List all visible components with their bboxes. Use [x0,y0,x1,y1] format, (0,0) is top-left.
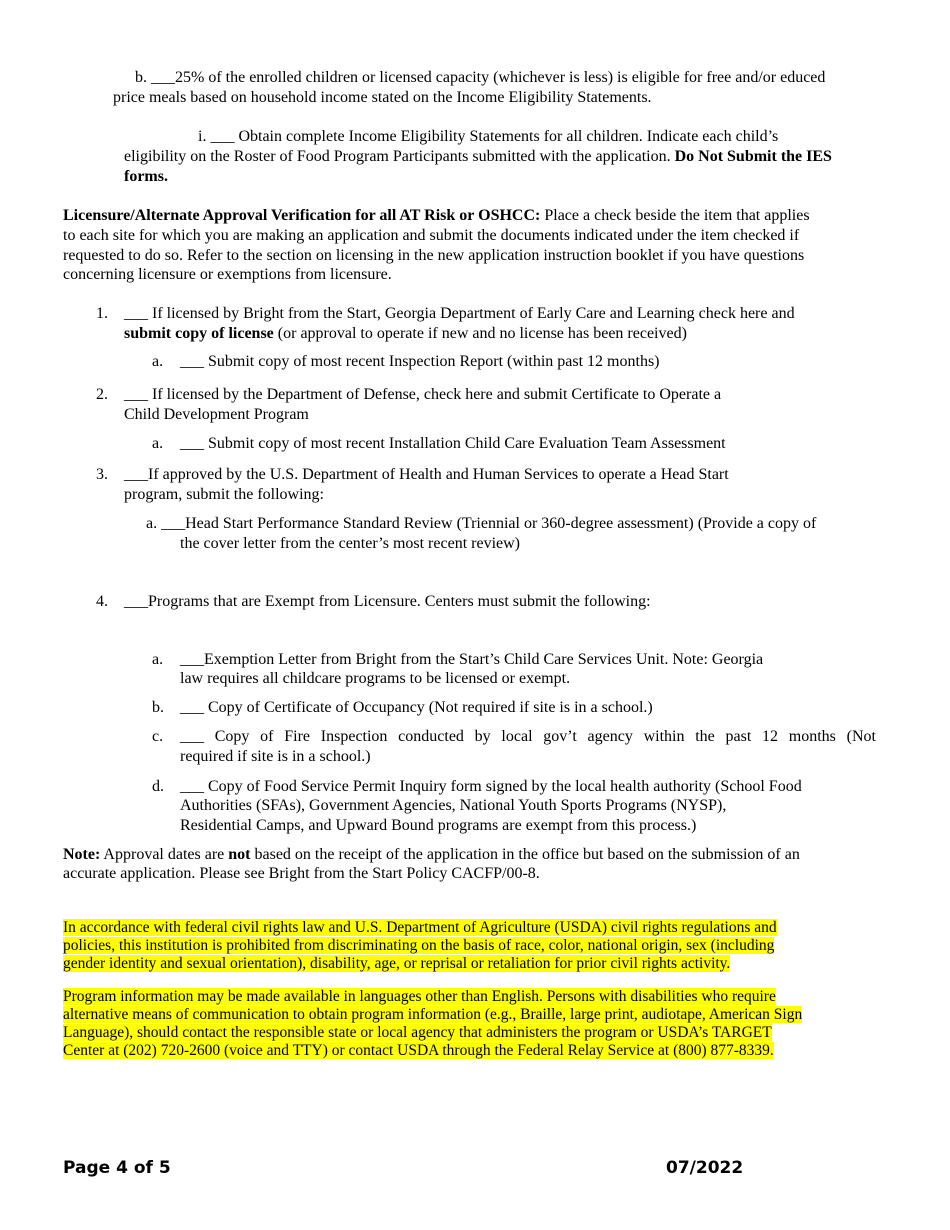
item4-sub-c-line2: required if site is in a school.) [180,748,371,765]
item4-sub-a-line2: law requires all childcare programs to be licensed or exempt. [180,670,571,687]
civil-rights-p2-line3: Language), should contact the responsible state or local agency that administers the program or USDA’s TARGET [63,1024,772,1041]
item2-line2: Child Development Program [124,406,309,423]
licensure-line2: to each site for which you are making an application and submit the documents indicated under the item checked if [63,227,800,244]
item-b-line2: price meals based on household income stated on the Income Eligibility Statements. [113,89,652,106]
item4-sub-d-line1: ___ Copy of Food Service Permit Inquiry form signed by the local health authority (School Food [180,778,802,795]
item4-sub-c-letter: c. [152,728,164,745]
civil-rights-p2 [63,988,802,1060]
item4-sub-c-line1: ___ Copy of Fire Inspection conducted by local gov’t agency within the past 12 months (Not [180,728,876,745]
item4-sub-d-line3: Residential Camps, and Upward Bound programs are exempt from this process.) [180,817,697,834]
item1-line2-rest: (or approval to operate if new and no license has been received) [273,325,687,342]
civil-rights-p1-line2: policies, this institution is prohibited from discriminating on the basis of race, color, national origin, sex (including [63,937,775,954]
page-number: Page 4 of 5 [63,1158,171,1178]
item-b-i-line3 [124,167,168,187]
item4-sub-a-line1: ___Exemption Letter from Bright from the Start’s Child Care Services Unit. Note: Georgia [180,651,764,668]
item1-sub-a-letter: a. [152,353,164,370]
licensure-line1 [63,206,810,226]
item2-sub-a: ___ Submit copy of most recent Installation Child Care Evaluation Team Assessment [180,435,726,452]
civil-rights-p1-line1: In accordance with federal civil rights law and U.S. Department of Agriculture (USDA) civil rights regulations and [63,919,777,936]
item4-sub-b-letter: b. [152,699,164,716]
item3-line1: ___If approved by the U.S. Department of Health and Human Services to operate a Head Start [124,466,729,483]
note-label: Note: [63,846,101,863]
note-part1: Approval dates are [100,846,229,863]
item4-sub-d-line2: Authorities (SFAs), Government Agencies, National Youth Sports Programs (NYSP), [180,797,727,814]
item1-sub-a: ___ Submit copy of most recent Inspection Report (within past 12 months) [180,353,660,370]
civil-rights-p1 [63,919,777,973]
item3-line2: program, submit the following: [124,486,324,503]
item-b-i-line2-text: eligibility on the Roster of Food Program Participants submitted with the application. [124,148,675,165]
item4-sub-d-letter: d. [152,778,164,795]
item4-sub-a-letter: a. [152,651,164,668]
item3-number: 3. [96,466,108,483]
note-line1 [63,845,800,865]
item-b-i-line2-bold: Do Not Submit the IES [674,148,832,165]
item1-line2-bold: submit copy of license [124,325,274,342]
item-b-line1: b. ___25% of the enrolled children or licensed capacity (whichever is less) is eligible for free and/or educed [135,69,826,86]
item1-line1: ___ If licensed by Bright from the Start, Georgia Department of Early Care and Learning check here and [124,305,795,322]
item2-line1: ___ If licensed by the Department of Defense, check here and submit Certificate to Operate a [124,386,722,403]
item-b-i-line3-bold: forms. [124,168,168,185]
licensure-line3: requested to do so. Refer to the section on licensing in the new application instruction booklet if you have questions [63,247,805,264]
item2-number: 2. [96,386,108,403]
note-line2: accurate application. Please see Bright from the Start Policy CACFP/00-8. [63,865,540,882]
civil-rights-p2-line1: Program information may be made available in languages other than English. Persons with disabilities who require [63,988,776,1005]
item1-number: 1. [96,305,108,322]
item3-sub-a-line2: the cover letter from the center’s most recent review) [180,535,520,552]
item4-line1: ___Programs that are Exempt from Licensure. Centers must submit the following: [124,593,651,610]
item1-line2 [124,324,687,344]
licensure-line4: concerning licensure or exemptions from licensure. [63,266,392,283]
item-b-i-line1: i. ___ Obtain complete Income Eligibility Statements for all children. Indicate each child’s [198,128,779,145]
item4-number: 4. [96,593,108,610]
item2-sub-a-letter: a. [152,435,164,452]
note-not: not [228,846,251,863]
licensure-heading: Licensure/Alternate Approval Verification for all AT Risk or OSHCC: [63,207,541,224]
revision-date: 07/2022 [666,1158,744,1178]
civil-rights-p2-line4: Center at (202) 720-2600 (voice and TTY) or contact USDA through the Federal Relay Service at (800) 877-8339. [63,1042,774,1059]
item4-sub-b: ___ Copy of Certificate of Occupancy (Not required if site is in a school.) [180,699,653,716]
item3-sub-a-line1: a. ___Head Start Performance Standard Review (Triennial or 360-degree assessment) (Provide a copy of [146,515,817,532]
note-part2: based on the receipt of the application in the office but based on the submission of an [250,846,800,863]
item-b-i-line2 [124,147,832,167]
civil-rights-p1-line3: gender identity and sexual orientation), disability, age, or reprisal or retaliation for prior civil rights activity. [63,955,731,972]
licensure-line1-rest: Place a check beside the item that applies [540,207,810,224]
civil-rights-p2-line2: alternative means of communication to obtain program information (e.g., Braille, large print, audiotape, American Sign [63,1006,803,1023]
